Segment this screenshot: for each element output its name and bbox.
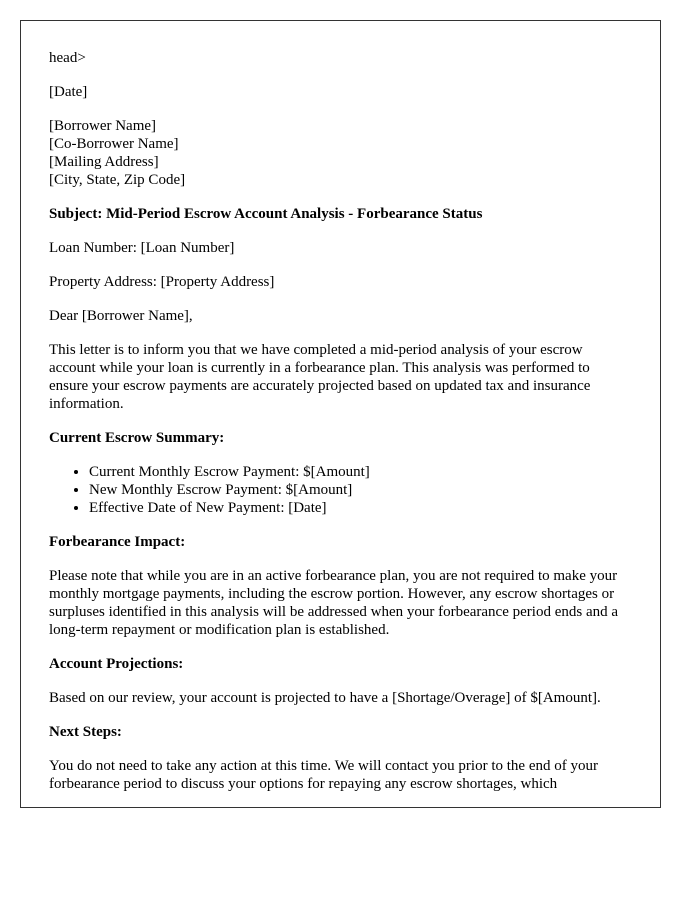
- co-borrower-name: [Co-Borrower Name]: [49, 136, 179, 152]
- date: [Date]: [49, 84, 88, 100]
- summary-heading: Current Escrow Summary:: [49, 430, 225, 446]
- subject-line: Subject: Mid-Period Escrow Account Analysis - Forbearance Status: [49, 206, 483, 222]
- head-fragment: head>: [49, 50, 86, 66]
- city-state-zip: [City, State, Zip Code]: [49, 172, 186, 188]
- next-steps-paragraph: You do not need to take any action at this time. We will contact you prior to the end of your forbearance period to discuss your options for repaying any escrow shortages, which: [49, 758, 598, 792]
- intro-paragraph: This letter is to inform you that we have completed a mid-period analysis of your escrow account while your loan is currently in a forbearance plan. This analysis was performed to ensure your escrow payments are accurately projected based on updated tax and insurance information.: [49, 342, 591, 412]
- summary-item: • New Monthly Escrow Payment: $[Amount]: [89, 481, 632, 499]
- letter-document: [20, 20, 661, 808]
- salutation: Dear [Borrower Name],: [49, 308, 193, 324]
- summary-list: [49, 463, 632, 517]
- impact-paragraph: Please note that while you are in an active forbearance plan, you are not required to make your monthly mortgage payments, including the escrow portion. However, any escrow shortages or surpluses identified in this analysis will be addressed when your forbearance period ends and a long-term repayment or modification plan is established.: [49, 568, 619, 638]
- summary-item: • Effective Date of New Payment: [Date]: [89, 499, 632, 517]
- borrower-name: [Borrower Name]: [49, 118, 157, 134]
- loan-number: Loan Number: [Loan Number]: [49, 240, 235, 256]
- next-steps-heading: Next Steps:: [49, 724, 122, 740]
- property-address: Property Address: [Property Address]: [49, 274, 275, 290]
- mailing-address: [Mailing Address]: [49, 154, 159, 170]
- impact-heading: Forbearance Impact:: [49, 534, 186, 550]
- projections-heading: Account Projections:: [49, 656, 184, 672]
- recipient-block: [49, 117, 632, 189]
- summary-item: • Current Monthly Escrow Payment: $[Amount]: [89, 463, 632, 481]
- projections-paragraph: Based on our review, your account is projected to have a [Shortage/Overage] of $[Amount].: [49, 690, 601, 706]
